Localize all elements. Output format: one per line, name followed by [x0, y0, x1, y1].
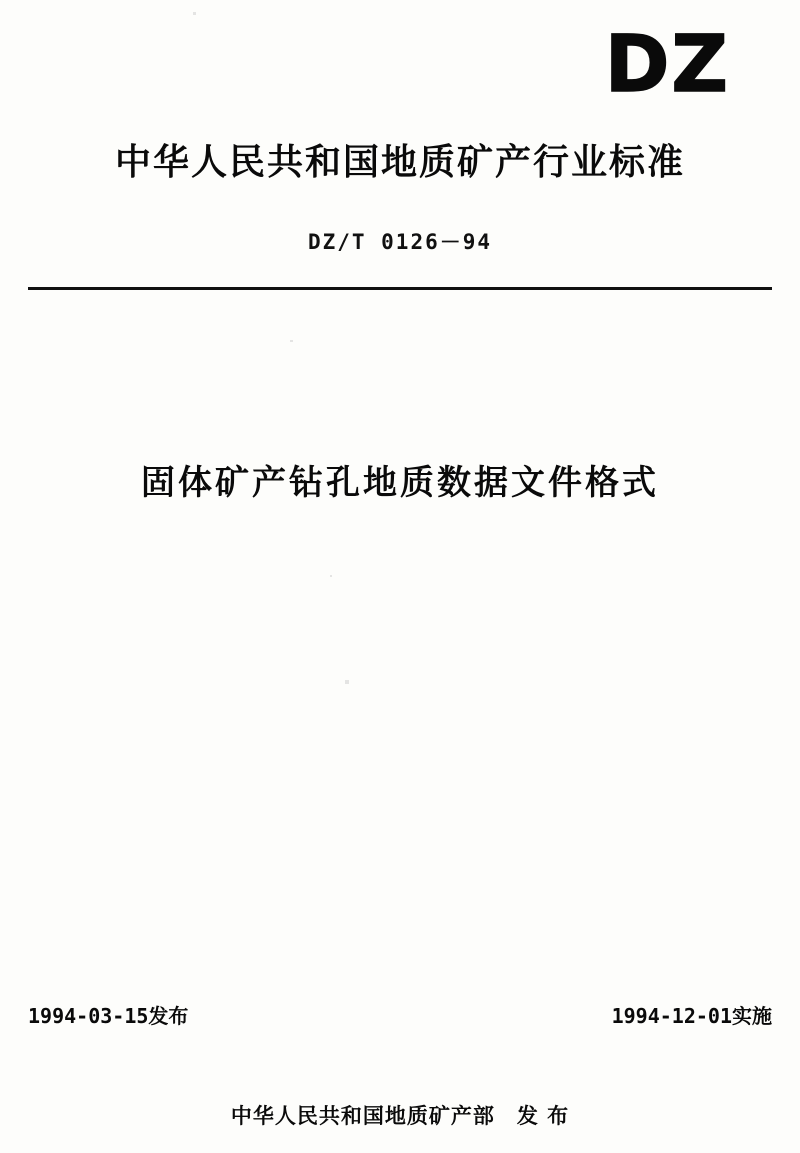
scan-speck — [345, 680, 349, 684]
horizontal-rule — [28, 287, 772, 290]
organization-title: 中华人民共和国地质矿产行业标准 — [114, 142, 685, 183]
standard-code: DZ/T 0126－94 — [307, 230, 493, 254]
date-row — [28, 1000, 772, 1029]
publisher-line — [0, 1100, 800, 1130]
publisher-name: 中华人民共和国地质矿产部 — [230, 1104, 495, 1128]
scan-speck — [330, 575, 332, 577]
scan-speck — [193, 12, 196, 15]
effective-date: 1994-12-01实施 — [611, 1004, 772, 1028]
dz-logo: DZ — [604, 20, 730, 110]
issue-date: 1994-03-15发布 — [28, 1004, 189, 1028]
document-title: 固体矿产钻孔地质数据文件格式 — [141, 463, 659, 503]
publisher-suffix: 发 布 — [516, 1104, 570, 1128]
scan-speck — [290, 340, 293, 342]
